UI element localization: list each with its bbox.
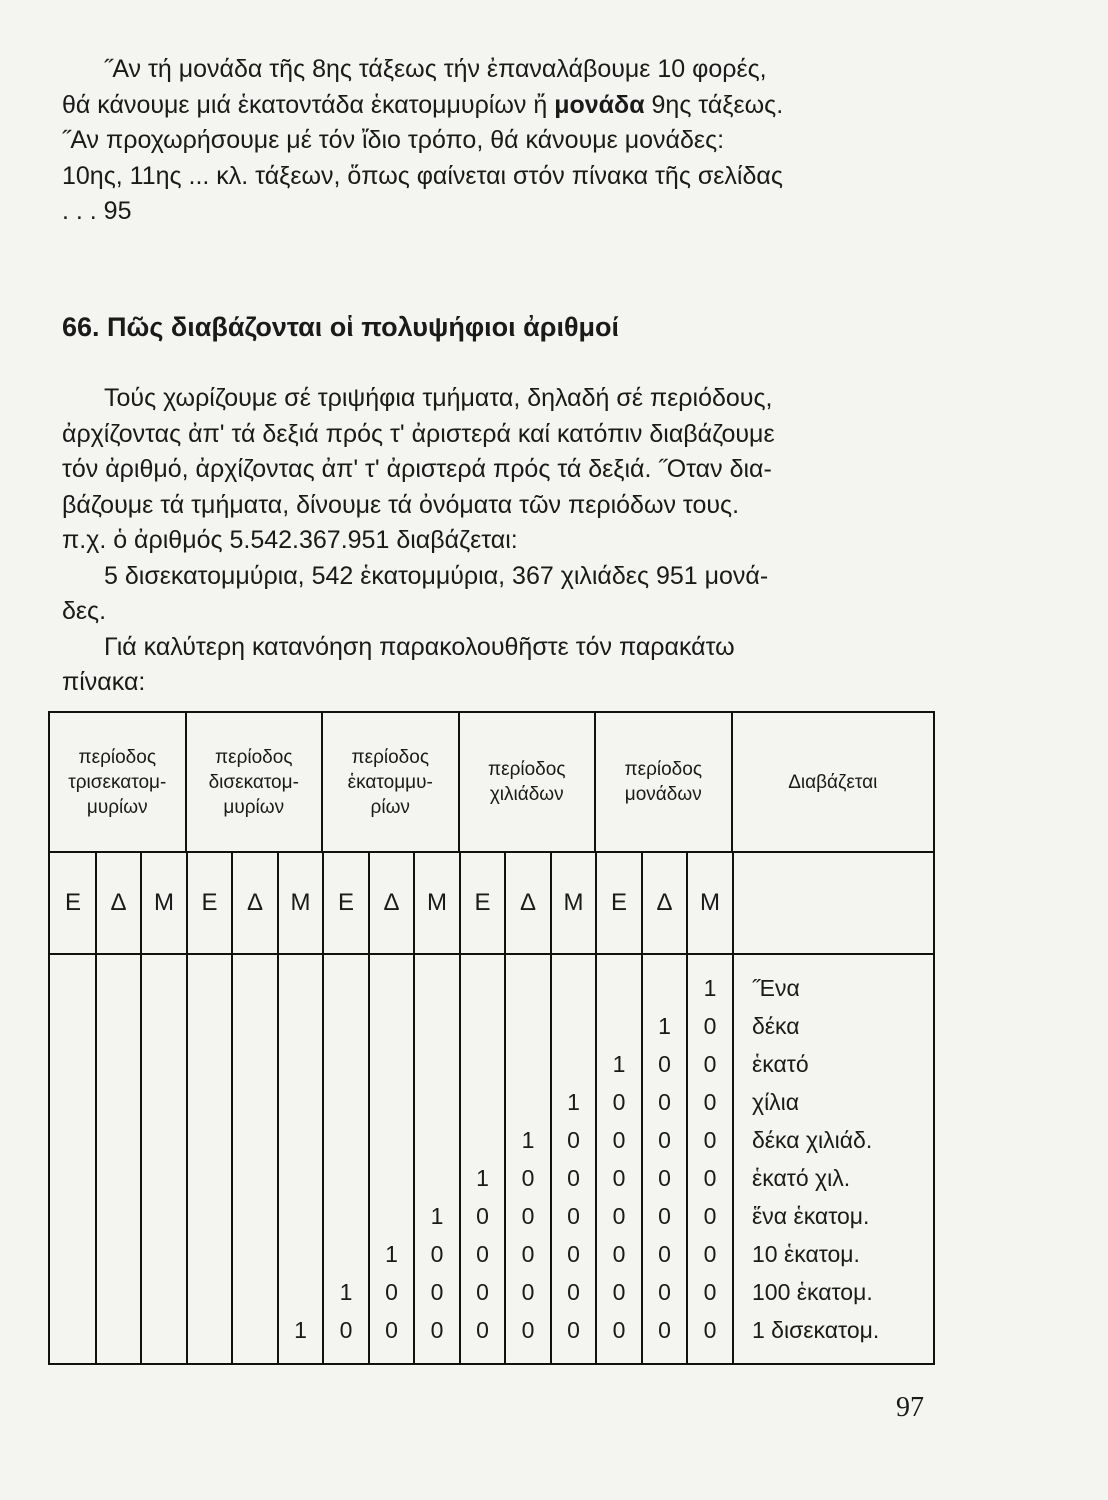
table-digit: 0: [430, 1279, 444, 1305]
table-digit: 0: [567, 1203, 580, 1229]
table-digit: 0: [612, 1241, 626, 1267]
table-digit: 0: [567, 1165, 580, 1191]
reads-header: Διαβάζεται: [788, 771, 878, 793]
period-header-line: περίοδος: [78, 746, 156, 768]
body-line: 5 δισεκατομμύρια, 542 ἑκατομμύρια, 367 χιλιάδες 951 μονά-: [104, 561, 769, 590]
table-digit: 0: [385, 1279, 398, 1305]
table-digit: 1: [294, 1317, 307, 1343]
table-reading: 1 δισεκατομ.: [752, 1317, 880, 1343]
place-letter: Μ: [427, 889, 447, 916]
period-header-cell: [596, 713, 733, 851]
period-header-cell: [460, 713, 597, 851]
table-digit: 0: [612, 1127, 626, 1153]
table-digit: 0: [612, 1279, 626, 1305]
period-header-line: περίοδος: [624, 759, 702, 780]
period-header-cell: [323, 713, 460, 851]
period-header-line: μονάδων: [624, 784, 702, 805]
table-digit: 0: [703, 1203, 717, 1229]
table-digit: 0: [612, 1317, 626, 1343]
table-digit: 1: [567, 1089, 580, 1115]
table-digit: 0: [567, 1127, 580, 1153]
table-digit: 0: [567, 1279, 580, 1305]
table-digit: 0: [658, 1279, 671, 1305]
table-digit: 1: [385, 1241, 398, 1267]
intro-line-text: θά κάνουμε μιά ἑκατοντάδα ἑκατομμυρίων ἤ: [62, 90, 548, 119]
body-line: βάζουμε τά τμήματα, δίνουμε τά ὀνόματα τῶν περιόδων τους.: [62, 490, 740, 519]
period-header-cell: [187, 713, 324, 851]
place-value-table: [48, 711, 935, 1365]
table-reading: 100 ἑκατομ.: [752, 1279, 873, 1305]
table-digit: 0: [703, 1279, 717, 1305]
place-letter: Μ: [563, 889, 584, 916]
period-header-text: [348, 745, 433, 820]
table-digit: 0: [658, 1051, 671, 1077]
body-line: π.χ. ὁ ἀριθμός 5.542.367.951 διαβάζεται:: [62, 526, 518, 554]
period-header-line: περίοδος: [488, 759, 566, 780]
table-digit: 0: [521, 1203, 535, 1229]
intro-line: 10ης, 11ης ... κλ. τάξεων, ὅπως φαίνεται στόν πίνακα τῆς σελίδας: [62, 161, 783, 190]
period-header-line: χιλιάδων: [489, 784, 564, 805]
table-digit: 0: [658, 1089, 671, 1115]
body-line: δες.: [62, 597, 107, 625]
table-digit: 0: [567, 1317, 580, 1343]
place-letter: Ε: [337, 889, 354, 916]
table-digit: 1: [612, 1051, 626, 1077]
table-digit: 0: [476, 1317, 489, 1343]
table-digit: 1: [703, 975, 717, 1001]
intro-line: [62, 88, 912, 124]
table-digit: 0: [521, 1165, 535, 1191]
table-digit: 0: [658, 1317, 671, 1343]
table-digit: 0: [521, 1279, 535, 1305]
table-reading: δέκα: [752, 1013, 800, 1039]
table-digit: 0: [476, 1279, 489, 1305]
intro-paragraph: [62, 52, 912, 230]
table-digit: 0: [612, 1203, 626, 1229]
intro-line: ˝Αν προχωρήσουμε μέ τόν ἴδιο τρόπο, θά κάνουμε μονάδες:: [62, 126, 725, 154]
table-digit: 0: [703, 1317, 717, 1343]
place-letter: Μ: [154, 889, 174, 916]
bold-term: μονάδα: [554, 90, 645, 119]
section-heading: 66. Πῶς διαβάζονται οἱ πολυψήφιοι ἀριθμοί: [62, 312, 620, 342]
place-letter: Ε: [610, 889, 627, 916]
place-letter: Δ: [246, 889, 264, 916]
period-header-text: [488, 757, 565, 807]
table-digit: 0: [339, 1317, 353, 1343]
period-header-line: μυρίων: [223, 796, 285, 818]
table-digit: 0: [703, 1013, 717, 1039]
table-digit: 0: [385, 1317, 398, 1343]
table-reading: χίλια: [752, 1089, 800, 1115]
table-digit: 0: [612, 1165, 626, 1191]
place-letter: Μ: [290, 889, 311, 916]
table-digit: 0: [703, 1241, 717, 1267]
table-digit: 0: [703, 1051, 717, 1077]
place-letter: Ε: [64, 889, 81, 916]
table-digit: 0: [658, 1165, 671, 1191]
period-header-line: περίοδος: [215, 746, 293, 768]
place-letter: Δ: [656, 889, 673, 916]
table-digit: 0: [521, 1317, 535, 1343]
table-digit: 1: [430, 1203, 444, 1229]
table-digit: 1: [339, 1279, 353, 1305]
table-digit: 1: [521, 1127, 535, 1153]
period-header-text: [209, 745, 299, 820]
place-letter: Μ: [700, 889, 720, 916]
table-digit: 0: [430, 1241, 444, 1267]
table-digit: 1: [658, 1013, 671, 1039]
table-digit: 0: [476, 1241, 489, 1267]
table-digit: 0: [658, 1127, 671, 1153]
table-digit: 0: [521, 1241, 535, 1267]
body-line: Γιά καλύτερη κατανόηση παρακολουθῆστε τόν παρακάτω: [104, 632, 735, 661]
intro-line-end: 9ης τάξεως.: [644, 90, 784, 119]
place-letter: Δ: [110, 889, 127, 916]
period-header-line: δισεκατομ-: [208, 771, 299, 793]
body-paragraph: [62, 381, 912, 701]
body-line: πίνακα:: [62, 668, 146, 696]
table-reading: δέκα χιλιάδ.: [752, 1127, 873, 1153]
table-digit: 0: [703, 1089, 717, 1115]
table-digit: 0: [476, 1203, 489, 1229]
period-header-text: [625, 757, 702, 807]
body-line: τόν ἀριθμό, ἀρχίζοντας ἀπ' τ' ἀριστερά πρός τά δεξιά. ˝Οταν δια-: [62, 455, 772, 483]
table-reading: 10 ἑκατομ.: [752, 1241, 860, 1267]
period-header-cell: [50, 713, 187, 851]
period-header-text: [68, 745, 166, 820]
table-reading: ἕνα ἑκατομ.: [752, 1203, 870, 1229]
intro-line: ˝Αν τή μονάδα τῆς 8ης τάξεως τήν ἐπαναλάβουμε 10 φορές,: [104, 55, 767, 83]
place-letter: Ε: [474, 889, 491, 916]
body-line: ἀρχίζοντας ἀπ' τά δεξιά πρός τ' ἀριστερά καί κατόπιν διαβάζουμε: [62, 419, 775, 448]
table-digit: 0: [703, 1165, 717, 1191]
table-reading: ˝Ενα: [752, 975, 800, 1001]
table-digit: 0: [430, 1317, 444, 1343]
table-digit: 0: [703, 1127, 717, 1153]
intro-line: . . . 95: [62, 197, 132, 225]
period-header-line: τρισεκατομ-: [68, 771, 167, 793]
table-reading: ἑκατό: [752, 1051, 809, 1077]
period-header-line: ἑκατομμυ-: [347, 771, 433, 793]
letters-divider: [50, 953, 933, 955]
table-digit: 0: [567, 1241, 580, 1267]
place-letter: Ε: [201, 889, 218, 916]
table-reading: ἑκατό χιλ.: [752, 1165, 851, 1191]
body-line: Τούς χωρίζουμε σέ τριψήφια τμήματα, δηλαδή σέ περιόδους,: [104, 384, 773, 412]
page-number: 97: [896, 1392, 924, 1423]
place-letter: Δ: [383, 889, 400, 916]
place-letter: Δ: [519, 889, 537, 916]
table-digit: 0: [658, 1203, 671, 1229]
period-header-line: περίοδος: [351, 746, 429, 768]
table-digit: 1: [476, 1165, 489, 1191]
table-digit: 0: [658, 1241, 671, 1267]
period-header-line: ρίων: [370, 796, 410, 818]
period-header-line: μυρίων: [86, 796, 148, 818]
table-digit: 0: [612, 1089, 626, 1115]
